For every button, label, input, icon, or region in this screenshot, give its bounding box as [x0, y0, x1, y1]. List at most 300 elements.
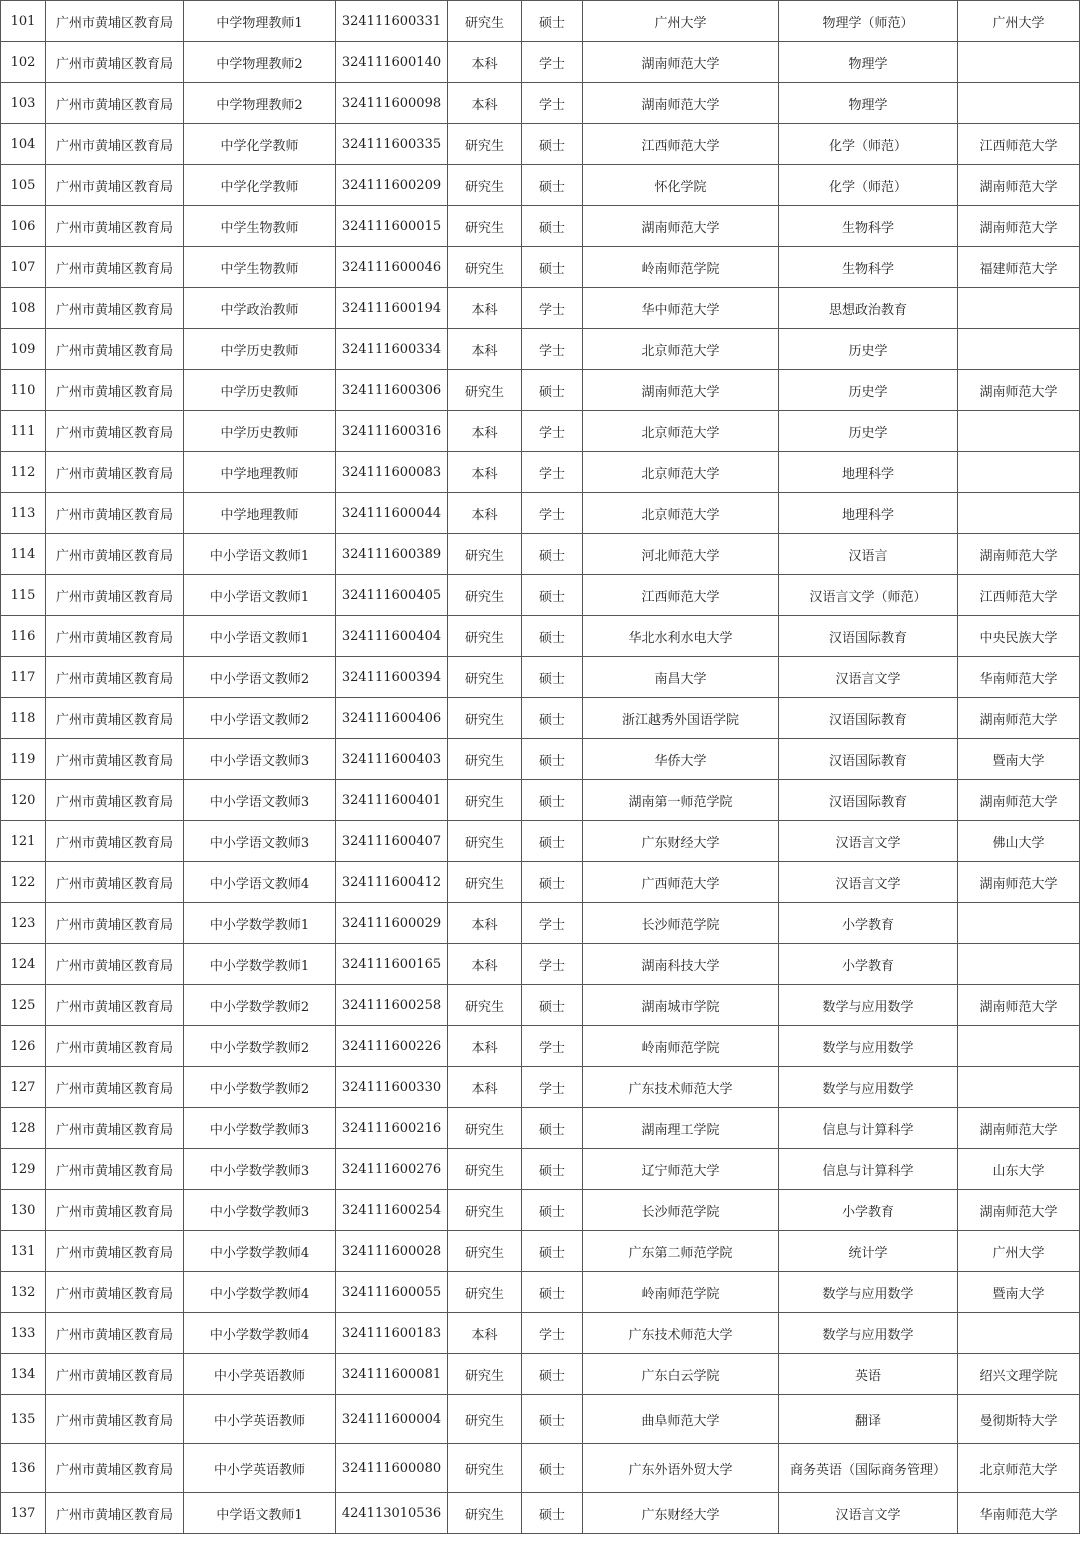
cell-undergrad-school: 南昌大学	[583, 657, 779, 698]
cell-position: 中小学语文教师2	[184, 657, 336, 698]
cell-degree: 硕士	[522, 739, 583, 780]
cell-major: 小学教育	[779, 944, 958, 985]
table-row	[1, 1190, 1080, 1231]
cell-position: 中小学数学教师2	[184, 1026, 336, 1067]
cell-education: 本科	[448, 1026, 522, 1067]
cell-seq: 105	[1, 165, 46, 206]
cell-grad-school: 湖南师范大学	[958, 780, 1080, 821]
cell-major: 商务英语（国际商务管理）	[779, 1444, 958, 1493]
cell-degree: 学士	[522, 42, 583, 83]
cell-education: 研究生	[448, 1272, 522, 1313]
cell-degree: 硕士	[522, 1272, 583, 1313]
cell-position: 中小学语文教师3	[184, 780, 336, 821]
cell-unit: 广州市黄埔区教育局	[46, 1444, 184, 1493]
cell-education: 研究生	[448, 616, 522, 657]
cell-seq: 135	[1, 1395, 46, 1444]
cell-undergrad-school: 湖南师范大学	[583, 206, 779, 247]
cell-undergrad-school: 广东外语外贸大学	[583, 1444, 779, 1493]
table-row	[1, 411, 1080, 452]
cell-education: 研究生	[448, 534, 522, 575]
cell-unit: 广州市黄埔区教育局	[46, 83, 184, 124]
cell-education: 研究生	[448, 1108, 522, 1149]
cell-position: 中小学数学教师2	[184, 1067, 336, 1108]
cell-unit: 广州市黄埔区教育局	[46, 575, 184, 616]
cell-unit: 广州市黄埔区教育局	[46, 1, 184, 42]
cell-grad-school: 曼彻斯特大学	[958, 1395, 1080, 1444]
cell-position: 中小学数学教师4	[184, 1313, 336, 1354]
cell-major: 历史学	[779, 370, 958, 411]
cell-grad-school	[958, 944, 1080, 985]
table-row	[1, 1067, 1080, 1108]
cell-position: 中学物理教师1	[184, 1, 336, 42]
cell-exam-id: 324111600306	[336, 370, 448, 411]
cell-seq: 112	[1, 452, 46, 493]
cell-degree: 学士	[522, 452, 583, 493]
cell-undergrad-school: 江西师范大学	[583, 124, 779, 165]
cell-degree: 硕士	[522, 575, 583, 616]
cell-major: 思想政治教育	[779, 288, 958, 329]
table-row	[1, 206, 1080, 247]
cell-seq: 131	[1, 1231, 46, 1272]
cell-major: 小学教育	[779, 903, 958, 944]
cell-exam-id: 324111600194	[336, 288, 448, 329]
cell-seq: 132	[1, 1272, 46, 1313]
cell-position: 中学历史教师	[184, 329, 336, 370]
cell-seq: 130	[1, 1190, 46, 1231]
cell-major: 汉语言文学	[779, 1493, 958, 1534]
cell-exam-id: 324111600334	[336, 329, 448, 370]
cell-grad-school: 湖南师范大学	[958, 165, 1080, 206]
cell-grad-school	[958, 1067, 1080, 1108]
cell-education: 本科	[448, 411, 522, 452]
cell-position: 中小学数学教师3	[184, 1108, 336, 1149]
cell-education: 本科	[448, 944, 522, 985]
cell-position: 中学历史教师	[184, 411, 336, 452]
table-row	[1, 1354, 1080, 1395]
cell-major: 汉语国际教育	[779, 780, 958, 821]
cell-seq: 125	[1, 985, 46, 1026]
table-row	[1, 1149, 1080, 1190]
cell-major: 历史学	[779, 411, 958, 452]
cell-major: 历史学	[779, 329, 958, 370]
table-row	[1, 862, 1080, 903]
cell-seq: 129	[1, 1149, 46, 1190]
cell-education: 研究生	[448, 165, 522, 206]
cell-seq: 116	[1, 616, 46, 657]
cell-major: 生物科学	[779, 247, 958, 288]
cell-degree: 学士	[522, 1026, 583, 1067]
cell-degree: 硕士	[522, 124, 583, 165]
cell-undergrad-school: 怀化学院	[583, 165, 779, 206]
cell-undergrad-school: 长沙师范学院	[583, 1190, 779, 1231]
cell-major: 数学与应用数学	[779, 1026, 958, 1067]
table-row	[1, 124, 1080, 165]
cell-education: 研究生	[448, 1149, 522, 1190]
cell-undergrad-school: 湖南第一师范学院	[583, 780, 779, 821]
cell-position: 中小学数学教师1	[184, 944, 336, 985]
cell-degree: 硕士	[522, 165, 583, 206]
cell-position: 中小学语文教师1	[184, 616, 336, 657]
cell-grad-school	[958, 493, 1080, 534]
cell-grad-school: 暨南大学	[958, 739, 1080, 780]
cell-position: 中学生物教师	[184, 247, 336, 288]
cell-undergrad-school: 湖南城市学院	[583, 985, 779, 1026]
cell-grad-school: 湖南师范大学	[958, 534, 1080, 575]
table-row	[1, 821, 1080, 862]
cell-undergrad-school: 曲阜师范大学	[583, 1395, 779, 1444]
cell-undergrad-school: 华侨大学	[583, 739, 779, 780]
cell-major: 信息与计算科学	[779, 1108, 958, 1149]
cell-degree: 学士	[522, 411, 583, 452]
cell-unit: 广州市黄埔区教育局	[46, 698, 184, 739]
cell-degree: 硕士	[522, 985, 583, 1026]
table-row	[1, 534, 1080, 575]
cell-major: 汉语国际教育	[779, 739, 958, 780]
cell-exam-id: 324111600140	[336, 42, 448, 83]
cell-major: 地理科学	[779, 493, 958, 534]
cell-education: 本科	[448, 288, 522, 329]
cell-degree: 硕士	[522, 1, 583, 42]
cell-exam-id: 324111600404	[336, 616, 448, 657]
cell-undergrad-school: 广东财经大学	[583, 821, 779, 862]
cell-position: 中小学英语教师	[184, 1354, 336, 1395]
cell-exam-id: 324111600330	[336, 1067, 448, 1108]
cell-seq: 113	[1, 493, 46, 534]
cell-seq: 104	[1, 124, 46, 165]
cell-education: 研究生	[448, 1493, 522, 1534]
cell-seq: 120	[1, 780, 46, 821]
cell-major: 汉语国际教育	[779, 616, 958, 657]
cell-exam-id: 324111600029	[336, 903, 448, 944]
cell-degree: 硕士	[522, 1444, 583, 1493]
cell-unit: 广州市黄埔区教育局	[46, 1149, 184, 1190]
cell-exam-id: 324111600046	[336, 247, 448, 288]
cell-unit: 广州市黄埔区教育局	[46, 944, 184, 985]
cell-major: 小学教育	[779, 1190, 958, 1231]
cell-education: 研究生	[448, 739, 522, 780]
cell-unit: 广州市黄埔区教育局	[46, 903, 184, 944]
cell-undergrad-school: 岭南师范学院	[583, 1026, 779, 1067]
cell-position: 中小学数学教师4	[184, 1231, 336, 1272]
cell-unit: 广州市黄埔区教育局	[46, 165, 184, 206]
cell-undergrad-school: 华中师范大学	[583, 288, 779, 329]
cell-undergrad-school: 湖南师范大学	[583, 83, 779, 124]
cell-major: 汉语言文学（师范）	[779, 575, 958, 616]
cell-position: 中学历史教师	[184, 370, 336, 411]
cell-grad-school	[958, 1313, 1080, 1354]
cell-major: 汉语国际教育	[779, 698, 958, 739]
table-row	[1, 1108, 1080, 1149]
cell-exam-id: 324111600216	[336, 1108, 448, 1149]
cell-exam-id: 324111600335	[336, 124, 448, 165]
cell-grad-school	[958, 42, 1080, 83]
cell-grad-school: 湖南师范大学	[958, 1108, 1080, 1149]
cell-unit: 广州市黄埔区教育局	[46, 780, 184, 821]
table-row	[1, 903, 1080, 944]
cell-degree: 硕士	[522, 1493, 583, 1534]
cell-degree: 学士	[522, 1313, 583, 1354]
cell-exam-id: 324111600389	[336, 534, 448, 575]
cell-exam-id: 324111600331	[336, 1, 448, 42]
cell-seq: 123	[1, 903, 46, 944]
cell-undergrad-school: 北京师范大学	[583, 411, 779, 452]
cell-major: 翻译	[779, 1395, 958, 1444]
cell-unit: 广州市黄埔区教育局	[46, 370, 184, 411]
cell-seq: 103	[1, 83, 46, 124]
cell-seq: 122	[1, 862, 46, 903]
table-row	[1, 1231, 1080, 1272]
cell-exam-id: 324111600406	[336, 698, 448, 739]
cell-seq: 126	[1, 1026, 46, 1067]
cell-seq: 107	[1, 247, 46, 288]
cell-degree: 硕士	[522, 862, 583, 903]
table-row	[1, 370, 1080, 411]
table-row	[1, 698, 1080, 739]
cell-degree: 硕士	[522, 1354, 583, 1395]
table-row	[1, 575, 1080, 616]
table-row	[1, 247, 1080, 288]
cell-grad-school	[958, 1026, 1080, 1067]
cell-major: 数学与应用数学	[779, 1067, 958, 1108]
cell-position: 中小学数学教师3	[184, 1149, 336, 1190]
cell-grad-school	[958, 452, 1080, 493]
cell-position: 中小学语文教师1	[184, 534, 336, 575]
table-row	[1, 1026, 1080, 1067]
cell-position: 中小学数学教师4	[184, 1272, 336, 1313]
cell-undergrad-school: 辽宁师范大学	[583, 1149, 779, 1190]
cell-grad-school: 湖南师范大学	[958, 862, 1080, 903]
cell-seq: 115	[1, 575, 46, 616]
cell-education: 研究生	[448, 1354, 522, 1395]
cell-unit: 广州市黄埔区教育局	[46, 411, 184, 452]
cell-position: 中小学语文教师2	[184, 698, 336, 739]
cell-education: 本科	[448, 83, 522, 124]
cell-degree: 学士	[522, 288, 583, 329]
cell-major: 数学与应用数学	[779, 1313, 958, 1354]
cell-grad-school: 山东大学	[958, 1149, 1080, 1190]
cell-position: 中学政治教师	[184, 288, 336, 329]
cell-grad-school	[958, 329, 1080, 370]
cell-position: 中小学英语教师	[184, 1395, 336, 1444]
cell-unit: 广州市黄埔区教育局	[46, 1067, 184, 1108]
cell-seq: 106	[1, 206, 46, 247]
cell-seq: 136	[1, 1444, 46, 1493]
cell-education: 研究生	[448, 124, 522, 165]
cell-seq: 124	[1, 944, 46, 985]
cell-degree: 学士	[522, 944, 583, 985]
cell-exam-id: 324111600316	[336, 411, 448, 452]
cell-grad-school: 湖南师范大学	[958, 1190, 1080, 1231]
table-row	[1, 452, 1080, 493]
table-row	[1, 42, 1080, 83]
cell-education: 研究生	[448, 1190, 522, 1231]
cell-major: 汉语言文学	[779, 657, 958, 698]
cell-grad-school	[958, 288, 1080, 329]
cell-exam-id: 324111600055	[336, 1272, 448, 1313]
cell-degree: 硕士	[522, 247, 583, 288]
cell-position: 中学物理教师2	[184, 42, 336, 83]
cell-position: 中学地理教师	[184, 493, 336, 534]
cell-exam-id: 324111600183	[336, 1313, 448, 1354]
table-row	[1, 288, 1080, 329]
cell-undergrad-school: 北京师范大学	[583, 329, 779, 370]
cell-major: 统计学	[779, 1231, 958, 1272]
cell-education: 研究生	[448, 206, 522, 247]
cell-exam-id: 324111600258	[336, 985, 448, 1026]
cell-seq: 119	[1, 739, 46, 780]
cell-unit: 广州市黄埔区教育局	[46, 1354, 184, 1395]
cell-undergrad-school: 广东白云学院	[583, 1354, 779, 1395]
cell-seq: 127	[1, 1067, 46, 1108]
cell-seq: 111	[1, 411, 46, 452]
cell-position: 中小学语文教师4	[184, 862, 336, 903]
cell-undergrad-school: 广东第二师范学院	[583, 1231, 779, 1272]
cell-degree: 硕士	[522, 370, 583, 411]
cell-education: 本科	[448, 493, 522, 534]
cell-education: 研究生	[448, 247, 522, 288]
cell-unit: 广州市黄埔区教育局	[46, 862, 184, 903]
cell-exam-id: 324111600080	[336, 1444, 448, 1493]
cell-unit: 广州市黄埔区教育局	[46, 1108, 184, 1149]
cell-grad-school: 湖南师范大学	[958, 206, 1080, 247]
cell-exam-id: 324111600405	[336, 575, 448, 616]
cell-seq: 134	[1, 1354, 46, 1395]
cell-grad-school: 湖南师范大学	[958, 985, 1080, 1026]
cell-position: 中学化学教师	[184, 124, 336, 165]
cell-undergrad-school: 北京师范大学	[583, 493, 779, 534]
cell-position: 中小学数学教师1	[184, 903, 336, 944]
cell-undergrad-school: 湖南师范大学	[583, 370, 779, 411]
cell-grad-school: 绍兴文理学院	[958, 1354, 1080, 1395]
cell-degree: 硕士	[522, 698, 583, 739]
cell-exam-id: 324111600015	[336, 206, 448, 247]
cell-education: 本科	[448, 1313, 522, 1354]
cell-grad-school: 中央民族大学	[958, 616, 1080, 657]
cell-position: 中小学语文教师3	[184, 821, 336, 862]
cell-grad-school: 湖南师范大学	[958, 370, 1080, 411]
cell-undergrad-school: 浙江越秀外国语学院	[583, 698, 779, 739]
cell-education: 研究生	[448, 780, 522, 821]
cell-position: 中学语文教师1	[184, 1493, 336, 1534]
cell-seq: 117	[1, 657, 46, 698]
cell-position: 中小学数学教师2	[184, 985, 336, 1026]
cell-unit: 广州市黄埔区教育局	[46, 657, 184, 698]
cell-grad-school: 福建师范大学	[958, 247, 1080, 288]
cell-major: 物理学（师范）	[779, 1, 958, 42]
cell-seq: 128	[1, 1108, 46, 1149]
cell-major: 物理学	[779, 83, 958, 124]
cell-position: 中学生物教师	[184, 206, 336, 247]
cell-exam-id: 324111600401	[336, 780, 448, 821]
cell-unit: 广州市黄埔区教育局	[46, 1272, 184, 1313]
cell-grad-school	[958, 411, 1080, 452]
cell-exam-id: 324111600407	[336, 821, 448, 862]
cell-major: 生物科学	[779, 206, 958, 247]
cell-degree: 学士	[522, 493, 583, 534]
table-row	[1, 739, 1080, 780]
cell-exam-id: 324111600394	[336, 657, 448, 698]
cell-unit: 广州市黄埔区教育局	[46, 1190, 184, 1231]
cell-undergrad-school: 河北师范大学	[583, 534, 779, 575]
cell-unit: 广州市黄埔区教育局	[46, 534, 184, 575]
cell-position: 中小学英语教师	[184, 1444, 336, 1493]
cell-exam-id: 324111600004	[336, 1395, 448, 1444]
cell-education: 研究生	[448, 862, 522, 903]
cell-degree: 学士	[522, 329, 583, 370]
cell-position: 中学地理教师	[184, 452, 336, 493]
cell-education: 本科	[448, 1067, 522, 1108]
cell-education: 研究生	[448, 1231, 522, 1272]
cell-major: 汉语言	[779, 534, 958, 575]
cell-degree: 硕士	[522, 534, 583, 575]
roster-body	[1, 1, 1080, 1534]
cell-degree: 硕士	[522, 206, 583, 247]
cell-unit: 广州市黄埔区教育局	[46, 821, 184, 862]
cell-exam-id: 324111600403	[336, 739, 448, 780]
cell-grad-school: 华南师范大学	[958, 1493, 1080, 1534]
cell-unit: 广州市黄埔区教育局	[46, 493, 184, 534]
cell-exam-id: 324111600226	[336, 1026, 448, 1067]
cell-undergrad-school: 广西师范大学	[583, 862, 779, 903]
table-row	[1, 493, 1080, 534]
cell-major: 数学与应用数学	[779, 985, 958, 1026]
cell-grad-school: 湖南师范大学	[958, 698, 1080, 739]
cell-education: 本科	[448, 452, 522, 493]
cell-position: 中学化学教师	[184, 165, 336, 206]
cell-undergrad-school: 北京师范大学	[583, 452, 779, 493]
cell-exam-id: 324111600098	[336, 83, 448, 124]
cell-exam-id: 324111600412	[336, 862, 448, 903]
cell-grad-school	[958, 903, 1080, 944]
cell-unit: 广州市黄埔区教育局	[46, 1231, 184, 1272]
cell-undergrad-school: 广东技术师范大学	[583, 1313, 779, 1354]
cell-seq: 137	[1, 1493, 46, 1534]
table-row	[1, 1313, 1080, 1354]
cell-grad-school: 北京师范大学	[958, 1444, 1080, 1493]
cell-exam-id: 324111600081	[336, 1354, 448, 1395]
cell-position: 中小学语文教师1	[184, 575, 336, 616]
cell-undergrad-school: 广东财经大学	[583, 1493, 779, 1534]
cell-education: 研究生	[448, 370, 522, 411]
cell-position: 中小学语文教师3	[184, 739, 336, 780]
table-row	[1, 944, 1080, 985]
cell-education: 本科	[448, 903, 522, 944]
cell-education: 研究生	[448, 1395, 522, 1444]
cell-degree: 硕士	[522, 821, 583, 862]
cell-exam-id: 324111600254	[336, 1190, 448, 1231]
cell-unit: 广州市黄埔区教育局	[46, 1313, 184, 1354]
table-row	[1, 1444, 1080, 1493]
cell-education: 本科	[448, 42, 522, 83]
cell-degree: 学士	[522, 1067, 583, 1108]
table-row	[1, 616, 1080, 657]
cell-degree: 硕士	[522, 616, 583, 657]
cell-seq: 102	[1, 42, 46, 83]
cell-degree: 硕士	[522, 1190, 583, 1231]
table-row	[1, 1272, 1080, 1313]
table-row	[1, 329, 1080, 370]
cell-undergrad-school: 湖南师范大学	[583, 42, 779, 83]
cell-undergrad-school: 广东技术师范大学	[583, 1067, 779, 1108]
cell-grad-school: 广州大学	[958, 1, 1080, 42]
cell-unit: 广州市黄埔区教育局	[46, 247, 184, 288]
cell-unit: 广州市黄埔区教育局	[46, 739, 184, 780]
cell-education: 研究生	[448, 1, 522, 42]
cell-undergrad-school: 湖南理工学院	[583, 1108, 779, 1149]
cell-degree: 硕士	[522, 1108, 583, 1149]
cell-grad-school: 华南师范大学	[958, 657, 1080, 698]
cell-major: 化学（师范）	[779, 124, 958, 165]
